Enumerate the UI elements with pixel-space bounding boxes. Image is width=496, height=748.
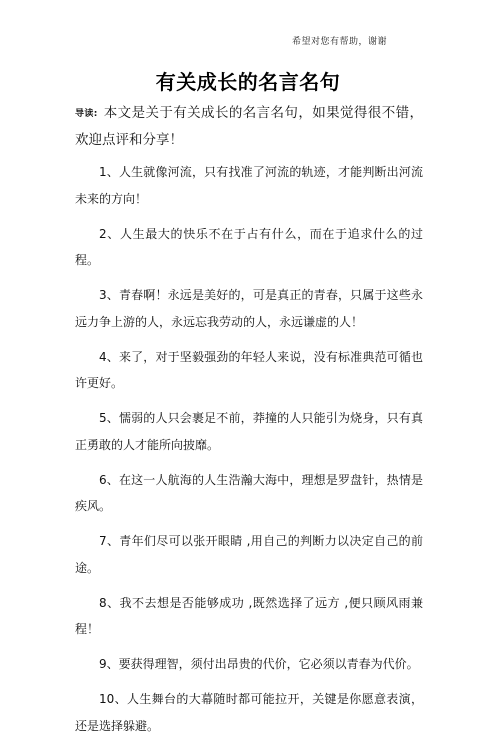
header-note: 希望对您有帮助，谢谢 bbox=[292, 37, 388, 47]
quote-paragraph: 6、在这一人航海的人生浩瀚大海中，理想是罗盘针，热情是疾风。 bbox=[75, 472, 423, 513]
quote-paragraph: 1、人生就像河流，只有找准了河流的轨迹，才能判断出河流未来的方向！ bbox=[75, 165, 423, 206]
intro-label: 导读: bbox=[75, 109, 98, 119]
quote-paragraph: 9、要获得理智，须付出昂贵的代价，它必须以青春为代价。 bbox=[99, 657, 419, 671]
quote-paragraph: 3、青春啊！永远是美好的，可是真正的青春，只属于这些永远力争上游的人，永远忘我劳动的人，永远谦虚的人！ bbox=[75, 288, 423, 329]
quote-paragraph: 10、人生舞台的大幕随时都可能拉开，关键是你愿意表演，还是选择躲避。 bbox=[75, 692, 423, 733]
quote-paragraph: 7、青年们尽可以张开眼睛 ,用自己的判断力以决定自己的前途。 bbox=[75, 534, 423, 575]
page-title: 有关成长的名言名句 bbox=[155, 70, 341, 94]
intro-paragraph bbox=[75, 100, 423, 153]
quote-paragraph: 2、人生最大的快乐不在于占有什么，而在于追求什么的过程。 bbox=[75, 226, 423, 267]
quote-paragraph: 8、我不去想是否能够成功 ,既然选择了远方 ,便只顾风雨兼程！ bbox=[75, 595, 423, 636]
quote-paragraph: 4、来了，对于坚毅强劲的年轻人来说，没有标准典范可循也许更好。 bbox=[75, 349, 423, 390]
document-body bbox=[75, 100, 423, 748]
quote-paragraph: 5、懦弱的人只会裹足不前，莽撞的人只能引为烧身，只有真正勇敢的人才能所向披靡。 bbox=[75, 411, 423, 452]
intro-text: 本文是关于有关成长的名言名句，如果觉得很不错，欢迎点评和分享！ bbox=[75, 105, 423, 148]
